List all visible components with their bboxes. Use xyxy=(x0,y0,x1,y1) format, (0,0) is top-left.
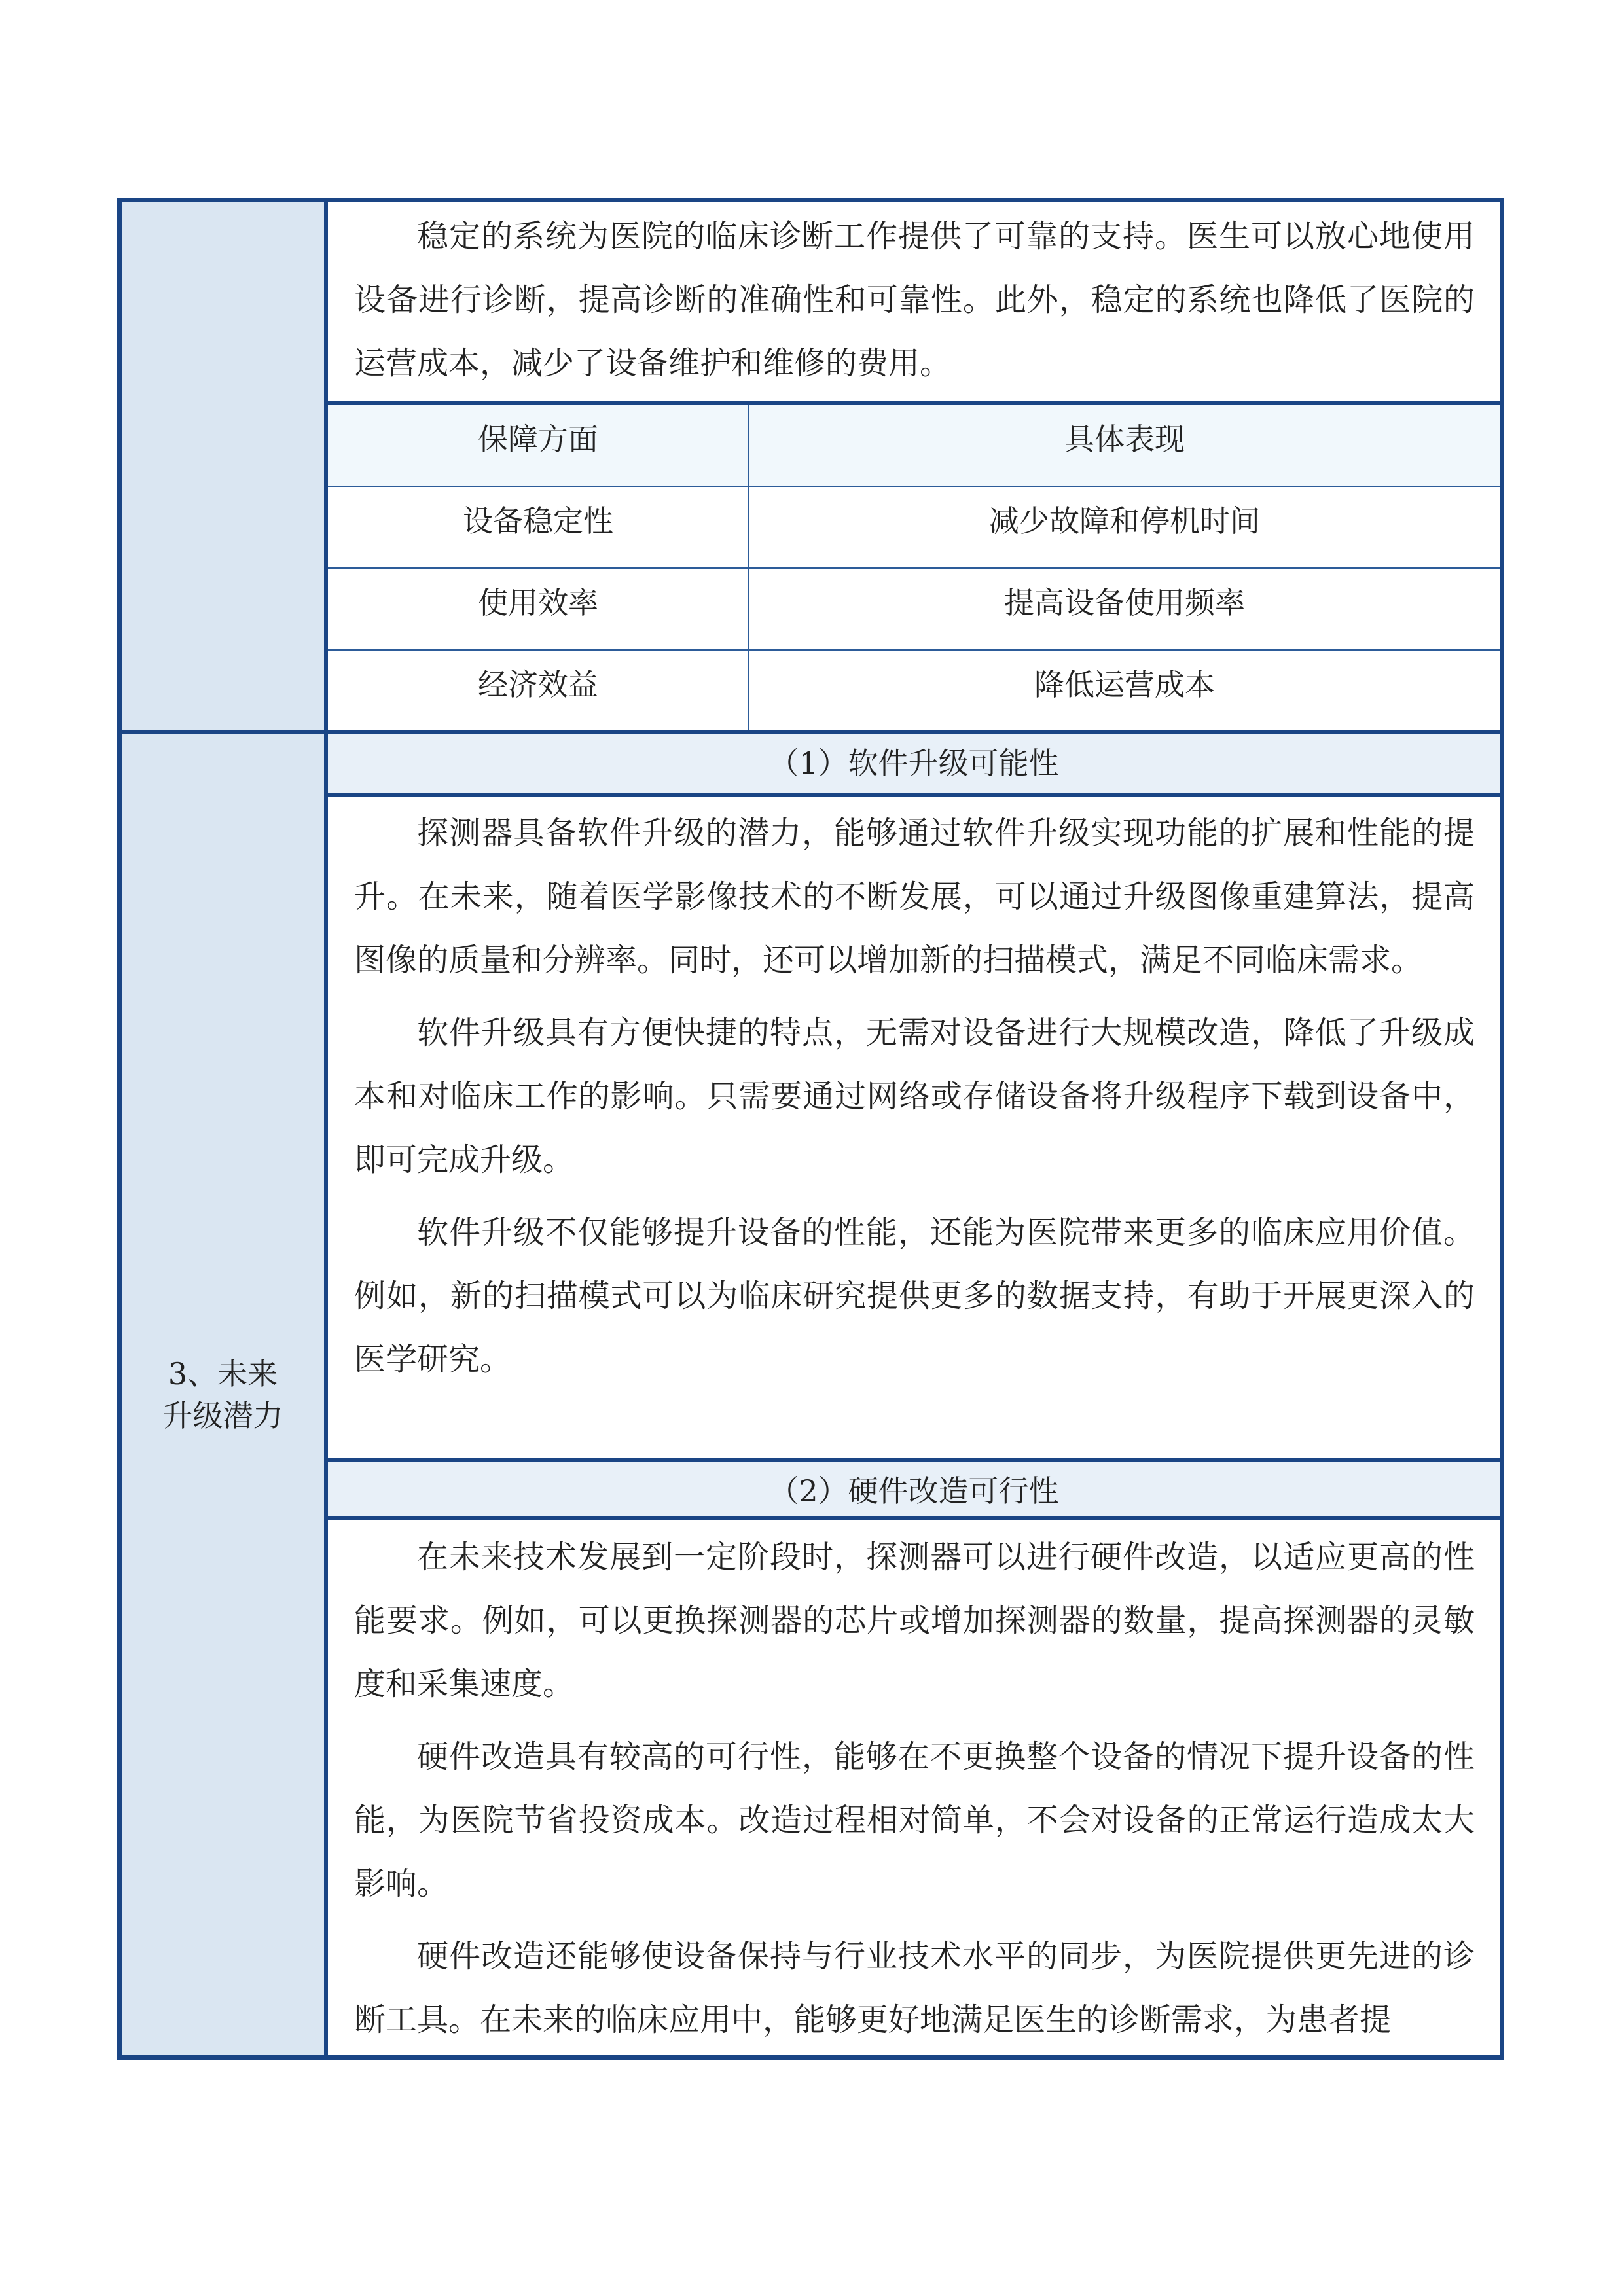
paragraph: 软件升级不仅能够提升设备的性能，还能为医院带来更多的临床应用价值。例如，新的扫描模式可以为临床研究提供更多的数据支持，有助于开展更深入的医学研究。 xyxy=(354,1214,1475,1378)
paragraph: 在未来技术发展到一定阶段时，探测器可以进行硬件改造，以适应更高的性能要求。例如，可以更换探测器的芯片或增加探测器的数量，提高探测器的灵敏度和采集速度。 xyxy=(354,1539,1475,1702)
table-row xyxy=(328,651,1500,734)
left-label-cell xyxy=(122,734,328,2055)
table-cell: 减少故障和停机时间 xyxy=(989,503,1260,539)
table-cell: 提高设备使用频率 xyxy=(1004,585,1245,620)
paragraph: 探测器具备软件升级的潜力，能够通过软件升级实现功能的扩展和性能的提升。在未来，随着医学影像技术的不断发展，可以通过升级图像重建算法，提高图像的质量和分辨率。同时，还可以增加新的扫描模式，满足不同临床需求。 xyxy=(354,815,1475,978)
table-cell: 经济效益 xyxy=(328,651,749,730)
stability-paragraph-cell xyxy=(328,202,1500,405)
section-body xyxy=(328,1520,1500,2052)
section-heading: （2）硬件改造可行性 xyxy=(328,1458,1500,1520)
header-cell: 保障方面 xyxy=(328,405,749,486)
document-table xyxy=(117,198,1504,2060)
paragraph: 硬件改造还能够使设备保持与行业技术水平的同步，为医院提供更先进的诊断工具。在未来的临床应用中，能够更好地满足医生的诊断需求，为患者提 xyxy=(354,1938,1475,2038)
guarantee-table xyxy=(328,405,1500,734)
row-label: 3、未来升级潜力 xyxy=(162,1355,283,1433)
table-row xyxy=(328,487,1500,569)
section-body xyxy=(328,797,1500,1458)
paragraph: 硬件改造具有较高的可行性，能够在不更换整个设备的情况下提升设备的性能，为医院节省投资成本。改造过程相对简单，不会对设备的正常运行造成太大影响。 xyxy=(354,1738,1475,1902)
table-header-row xyxy=(328,405,1500,487)
table-cell: 设备稳定性 xyxy=(328,487,749,567)
upgrade-potential-cell xyxy=(328,734,1500,2055)
table-row xyxy=(328,569,1500,651)
left-label-cell-empty xyxy=(122,202,328,734)
paragraph: 稳定的系统为医院的临床诊断工作提供了可靠的支持。医生可以放心地使用设备进行诊断，提高诊断的准确性和可靠性。此外，稳定的系统也降低了医院的运营成本，减少了设备维护和维修的费用。 xyxy=(354,218,1475,382)
paragraph: 软件升级具有方便快捷的特点，无需对设备进行大规模改造，降低了升级成本和对临床工作的影响。只需要通过网络或存储设备将升级程序下载到设备中，即可完成升级。 xyxy=(354,1014,1475,1178)
table-cell: 降低运营成本 xyxy=(1034,667,1215,702)
header-cell: 具体表现 xyxy=(1064,422,1185,457)
section-heading: （1）软件升级可能性 xyxy=(328,734,1500,797)
table-cell: 使用效率 xyxy=(328,569,749,649)
